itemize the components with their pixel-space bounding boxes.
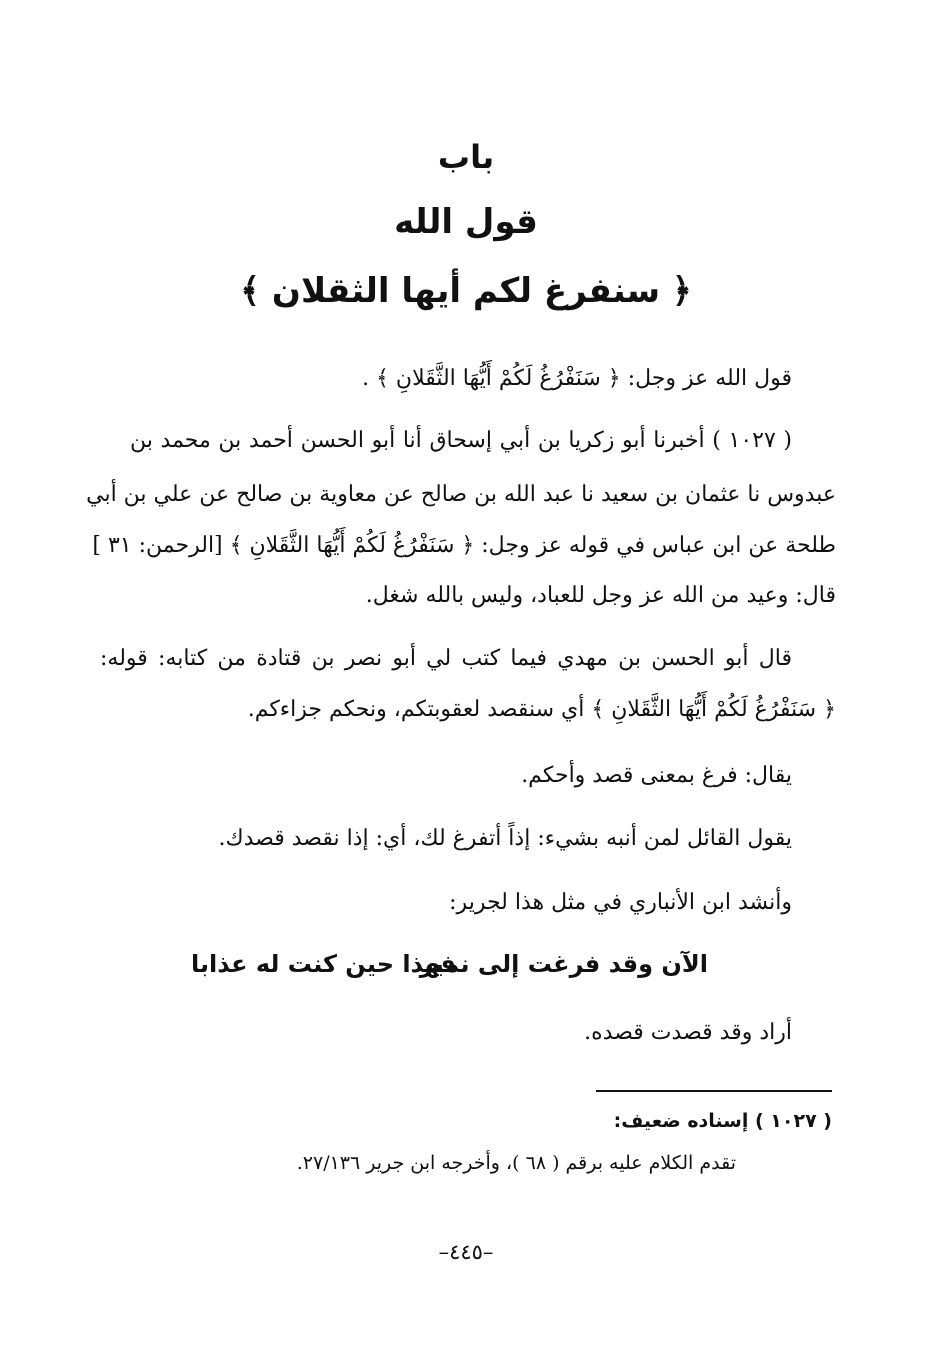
intro-verse: قول الله عز وجل: ﴿ سَنَفْرُغُ لَكُمْ أَيُّهَا الثَّقَلانِ ﴾ .: [362, 366, 792, 391]
arad-line: أراد وقد قصدت قصده.: [584, 1020, 792, 1045]
poem-hemistich-1: الآن وقد فرغت إلى نمير: [419, 950, 708, 978]
hadith-line-4: قال: وعيد من الله عز وجل للعباد، وليس بالله شغل.: [365, 583, 836, 608]
hadith-line-2: عبدوس نا عثمان بن سعيد نا عبد الله بن صالح عن معاوية بن صالح عن علي بن أبي: [86, 482, 836, 507]
mahdi-line-2: ﴿ سَنَفْرُغُ لَكُمْ أَيُّهَا الثَّقَلانِ ﴾ أي سنقصد لعقوبتكم، ونحكم جزاءكم.: [247, 697, 836, 722]
footnote-text: تقدم الكلام عليه برقم ( ٦٨ )، وأخرجه ابن جرير ٢٧/١٣٦.: [296, 1152, 736, 1174]
footnote-divider: [596, 1090, 832, 1092]
poem-hemistich-2: فهذا حين كنت له عذابا: [191, 950, 456, 978]
anshad-line: وأنشد ابن الأنباري في مثل هذا لجرير:: [449, 890, 792, 915]
chapter-label: باب: [437, 138, 495, 176]
chapter-title: قول الله: [394, 202, 538, 242]
yuqal-line: يقال: فرغ بمعنى قصد وأحكم.: [521, 763, 792, 788]
footnote-heading: ( ١٠٢٧ ) إسناده ضعيف:: [613, 1110, 832, 1132]
page-number: –٤٤٥–: [438, 1240, 494, 1264]
hadith-line-1: ( ١٠٢٧ ) أخبرنا أبو زكريا بن أبي إسحاق أنا أبو الحسن أحمد بن محمد بن: [130, 428, 793, 453]
qail-line: يقول القائل لمن أنبه بشيء: إذاً أتفرغ لك، أي: إذا نقصد قصدك.: [218, 826, 792, 851]
chapter-verse: ﴿ سنفرغ لكم أيها الثقلان ﴾: [240, 271, 692, 311]
mahdi-line-1: قال أبو الحسن بن مهدي فيما كتب لي أبو نصر بن قتادة من كتابه: قوله:: [100, 646, 792, 671]
hadith-line-3: طلحة عن ابن عباس في قوله عز وجل: ﴿ سَنَفْرُغُ لَكُمْ أَيُّهَا الثَّقَلانِ ﴾ [الرحمن: ٣١ ]: [92, 533, 836, 558]
